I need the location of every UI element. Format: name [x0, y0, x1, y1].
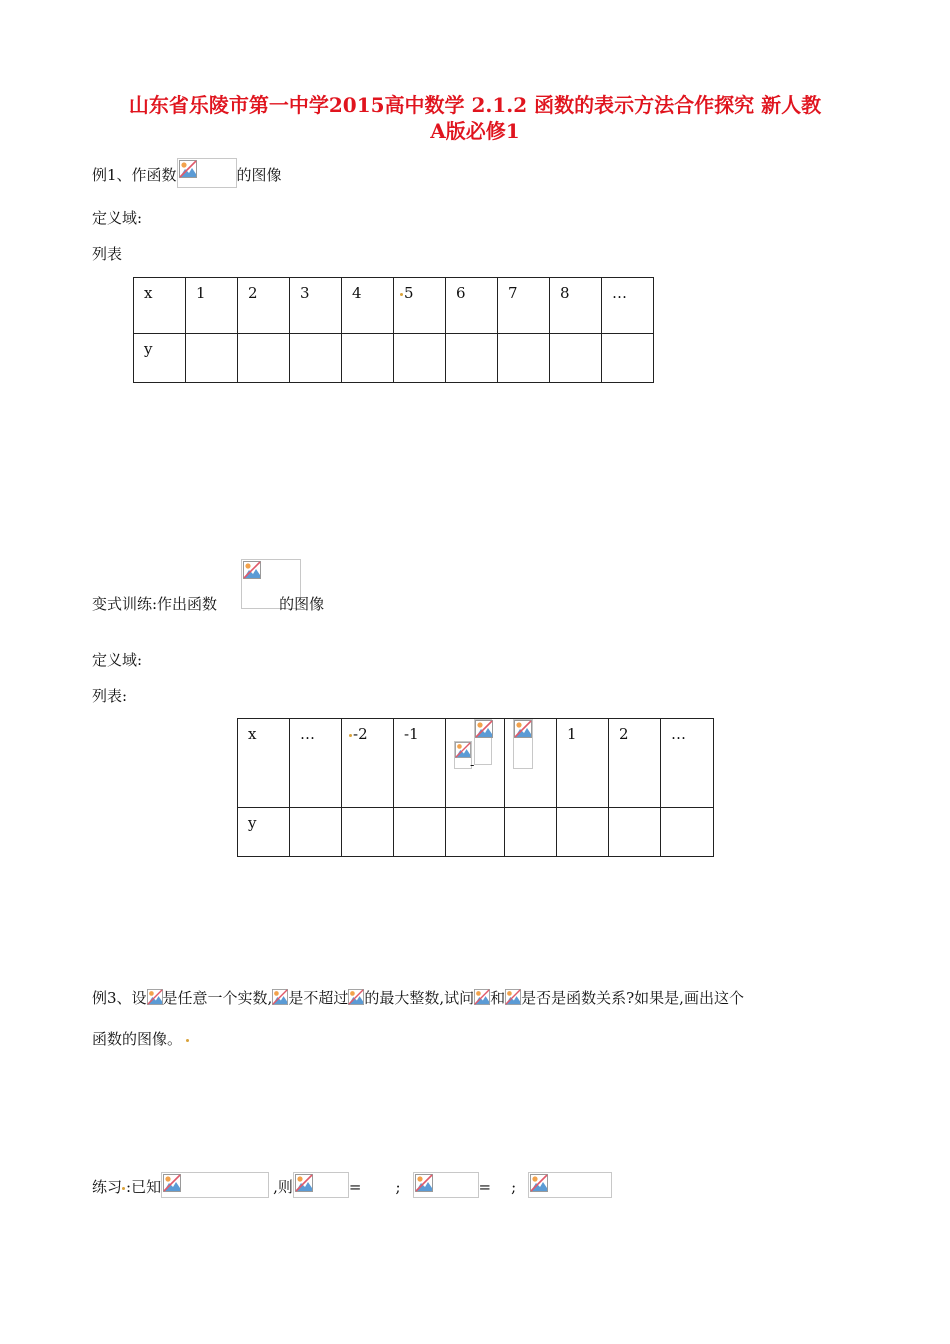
table-cell — [609, 808, 661, 857]
table-cell — [238, 334, 290, 383]
table-cell: 1 — [186, 278, 238, 334]
variant-value-table — [237, 718, 714, 857]
example3-question-line2: 函数的图像。 — [92, 1029, 190, 1049]
bullet-mark — [122, 1187, 125, 1190]
title-line-2: A版必修1 — [430, 119, 520, 143]
table-cell — [661, 808, 714, 857]
formula-image — [528, 1172, 612, 1198]
broken-image-icon — [272, 989, 288, 1005]
table-cell — [342, 808, 394, 857]
table-row-y — [238, 808, 714, 857]
broken-image-icon — [147, 989, 163, 1005]
table-cell: 2 — [609, 719, 661, 808]
practice-line: 练习 :已知 ,则 = ; = ; — [92, 1172, 612, 1198]
table-cell: … — [661, 719, 714, 808]
broken-image-icon — [475, 720, 493, 738]
example1-table-label: 列表 — [92, 245, 123, 263]
broken-image-icon — [348, 989, 364, 1005]
table-cell: 3 — [290, 278, 342, 334]
example1-value-table — [133, 277, 654, 383]
broken-image-icon — [243, 561, 261, 579]
formula-image — [293, 1172, 349, 1198]
minus-sign: - — [470, 758, 475, 773]
table-cell — [342, 334, 394, 383]
table-cell — [505, 808, 557, 857]
table-cell — [446, 334, 498, 383]
table-cell: 7 — [498, 278, 550, 334]
broken-image-icon — [505, 989, 521, 1005]
broken-image-icon — [415, 1174, 433, 1192]
formula-image — [413, 1172, 479, 1198]
bullet-mark — [400, 293, 403, 296]
table-cell — [394, 334, 446, 383]
table-cell: -2 — [342, 719, 394, 808]
variant-domain-label: 定义域: — [92, 651, 143, 669]
table-row-x — [134, 278, 654, 334]
table-header-y: y — [238, 808, 290, 857]
bullet-mark — [349, 734, 352, 737]
table-cell — [394, 808, 446, 857]
variant-table-label: 列表: — [92, 687, 128, 705]
table-cell — [446, 719, 505, 808]
table-cell: … — [602, 278, 654, 334]
variant-prompt: 变式训练:作出函数 的图像 — [92, 595, 325, 613]
table-header-y: y — [134, 334, 186, 383]
table-header-x: x — [238, 719, 290, 808]
table-cell: 4 — [342, 278, 394, 334]
bullet-mark — [186, 1039, 189, 1042]
table-cell — [505, 719, 557, 808]
table-cell — [290, 334, 342, 383]
broken-image-icon — [179, 160, 197, 178]
table-cell: -1 — [394, 719, 446, 808]
table-cell — [602, 334, 654, 383]
table-cell — [550, 334, 602, 383]
table-cell: 8 — [550, 278, 602, 334]
example1-prompt: 例1、作函数 的图像 — [92, 158, 282, 188]
broken-image-icon — [295, 1174, 313, 1192]
title-line-1: 山东省乐陵市第一中学2015高中数学 2.1.2 函数的表示方法合作探究 新人教 — [128, 93, 822, 117]
formula-image — [474, 719, 492, 765]
document-title — [60, 92, 890, 144]
table-cell: … — [290, 719, 342, 808]
table-cell: 6 — [446, 278, 498, 334]
broken-image-icon — [514, 720, 532, 738]
example3-question: 例3、设 是任意一个实数, 是不超过 的最大整数,试问 和 是否是函数关系?如果是,画出这个 — [92, 989, 744, 1007]
formula-image — [177, 158, 237, 188]
table-cell: 1 — [557, 719, 609, 808]
example1-domain-label: 定义域: — [92, 209, 143, 227]
broken-image-icon — [474, 989, 490, 1005]
table-cell — [446, 808, 505, 857]
table-cell: 5 — [394, 278, 446, 334]
table-cell — [498, 334, 550, 383]
table-cell — [557, 808, 609, 857]
table-row-x — [238, 719, 714, 808]
table-row-y — [134, 334, 654, 383]
formula-image — [161, 1172, 269, 1198]
broken-image-icon — [530, 1174, 548, 1192]
broken-image-icon — [455, 742, 471, 758]
table-cell: 2 — [238, 278, 290, 334]
broken-image-icon — [163, 1174, 181, 1192]
formula-image — [513, 719, 533, 769]
table-header-x: x — [134, 278, 186, 334]
table-cell — [186, 334, 238, 383]
table-cell — [290, 808, 342, 857]
